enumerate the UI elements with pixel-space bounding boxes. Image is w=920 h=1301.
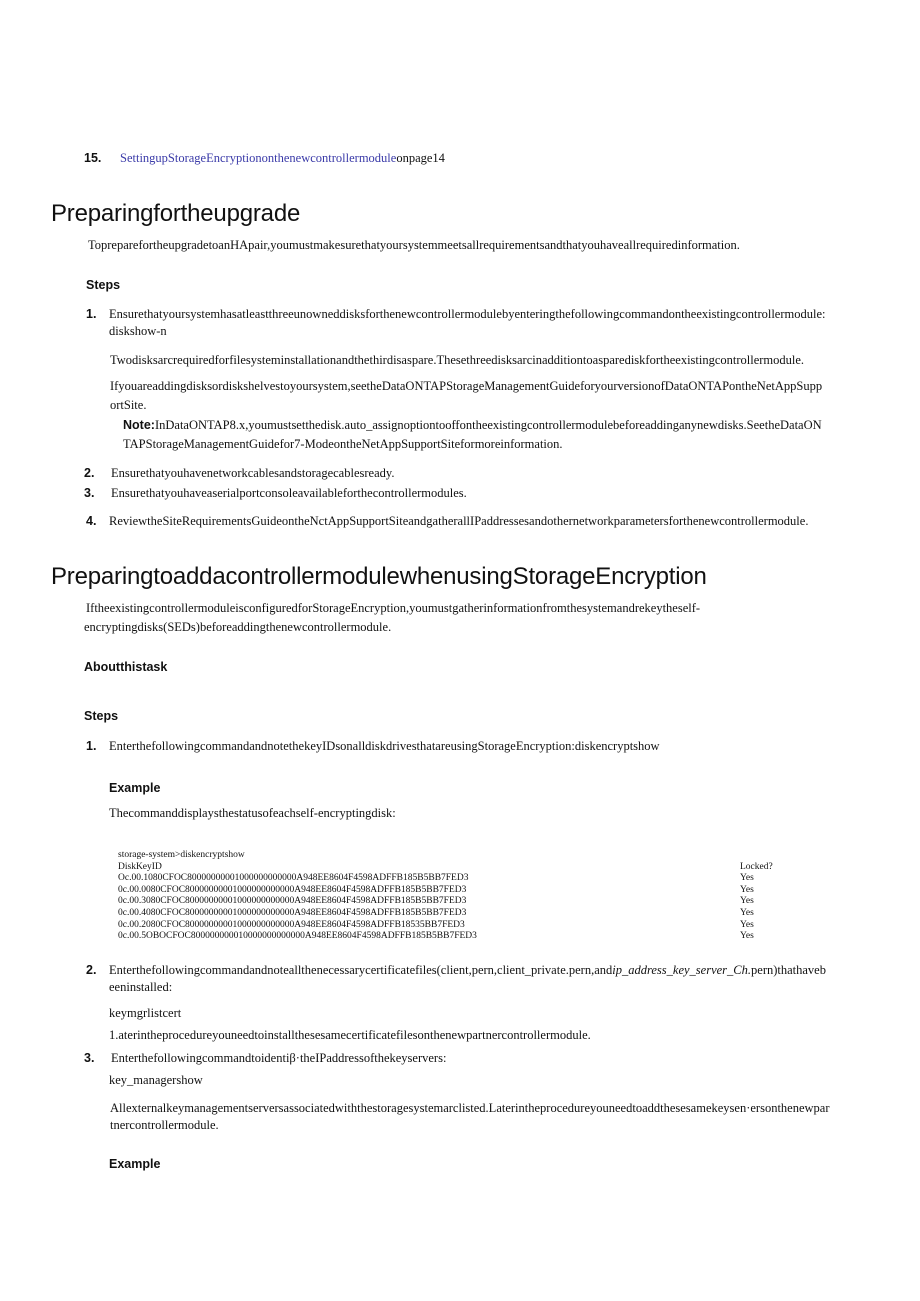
steps-heading: Steps <box>84 709 119 723</box>
table-row-key: 0c.00.3080CFOC80000000001000000000000A948EE8604F4598ADFFB185B5BB7FED3 <box>118 896 467 907</box>
step-number: 1. <box>86 307 97 321</box>
table-row-key: 0c.00.5OBOCFOC800000000010000000000000A948EE8604F4598ADFFB185B5BB7FED3 <box>118 931 477 942</box>
step-paragraph: Allexternalkeymanagementserversassociatedwiththestoragesystemarclisted.Laterintheprocedureyouneedtoaddthesesamekeysen·ersonthenewpar <box>110 1101 830 1115</box>
step-paragraph: ortSite. <box>110 398 147 412</box>
cross-reference <box>120 151 445 166</box>
section-intro: TopreparefortheupgradetoanHApair,youmustmakesurethatyoursystemmeetsallrequirementsandthatyouhaveallrequiredinformation. <box>88 238 740 252</box>
step-command: keymgrlistcert <box>109 1006 182 1020</box>
table-row-key: Oc.00.1080CFOC80000000001000000000000A948EE8604F4598ADFFB185B5BB7FED3 <box>118 873 469 884</box>
command-prompt: storage-system>diskencryptshow <box>118 850 245 860</box>
table-row-key: 0c.00.0080CFOC80000000001000000000000A948EE8604F4598ADFFB185B5BB7FED3 <box>118 884 467 895</box>
section-title-storage-encryption: PreparingtoaddacontrollermodulewhenusingStorageEncryption <box>51 563 707 590</box>
step-text: ReviewtheSiteRequirementsGuideontheNctAppSupportSiteandgatherallIPaddressesandothernetworkparametersforthenewcontrollermodule. <box>109 514 809 528</box>
note <box>123 418 822 433</box>
table-header-key-id: DiskKeyID <box>118 861 162 872</box>
step-number: 4. <box>86 514 97 528</box>
step-text-part: pern)thathaveb <box>751 963 826 977</box>
example-text: Thecommanddisplaysthestatusofeachself-encryptingdisk: <box>109 806 396 820</box>
step-paragraph: Ifyouareaddingdisksordiskshelvestoyoursystem,seetheDataONTAPStorageManagementGuideforyourversionofDataONTAPontheNetAppSupp <box>110 379 823 393</box>
note-label: Note: <box>123 418 155 432</box>
table-row-locked: Yes <box>740 919 754 930</box>
table-row-locked: Yes <box>740 884 754 895</box>
table-row-locked: Yes <box>740 908 754 918</box>
step-text: eeninstalled: <box>109 980 173 994</box>
list-item-number: 15. <box>84 151 102 165</box>
step-command: diskshow-n <box>109 324 167 338</box>
step-text: Ensurethatyouhaveaserialportconsoleavailableforthecontrollermodules. <box>111 486 467 500</box>
step-text-italic: ip_address_key_server_Ch. <box>612 963 752 977</box>
table-row-locked: Yes <box>740 873 754 884</box>
about-task-heading: Aboutthistask <box>84 660 168 674</box>
steps-heading: Steps <box>86 278 121 292</box>
step-text: Enterthefollowingcommandtoidentiβ·theIPaddressofthekeyservers: <box>111 1051 447 1065</box>
example-heading: Example <box>109 1157 161 1171</box>
table-row-locked: Yes <box>740 931 754 942</box>
table-row-key: 0c.00.2080CFOC80000000001000000000000A948EE8604F4598ADFFB18535BB7FED3 <box>118 919 465 930</box>
step-text: Ensurethatyouhavenetworkcablesandstoragecablesready. <box>111 466 395 480</box>
section-title-preparing-upgrade: Preparingfortheupgrade <box>51 200 301 227</box>
step-text: EnterthefollowingcommandandnotethekeyIDsonalldiskdrivesthatareusingStorageEncryption:diskencryptshow <box>109 739 660 753</box>
section-intro: IftheexistingcontrollermoduleisconfiguredforStorageEncryption,youmustgatherinformationfromthesystemandrekeytheself- <box>86 601 701 615</box>
step-number: 2. <box>86 963 97 977</box>
step-text-part: Enterthefollowingcommandandnoteallthenecessarycertificatefiles(client,pern,client_private.pern,and <box>109 963 613 977</box>
step-paragraph: Twodisksarcrequiredforfilesysteminstallationandthethirdisaspare.Thesethreedisksarcinadditiontoasparediskfortheexistingcontrollermodule. <box>110 353 805 367</box>
step-text: Ensurethatyoursystemhasatleastthreeunowneddisksforthenewcontrollermodulebyenteringthefollowingcommandontheexistingcontrollermodule: <box>109 307 826 321</box>
storage-encryption-link[interactable]: SettingupStorageEncryptiononthenewcontrollermodule <box>120 151 397 165</box>
step-paragraph: 1.aterintheprocedureyouneedtoinstallthesesamecertificatefilesonthenewpartnercontrollermodule. <box>109 1028 591 1042</box>
step-number: 1. <box>86 739 97 753</box>
example-heading: Example <box>109 781 161 795</box>
section-intro: encryptingdisks(SEDs)beforeaddingthenewcontrollermodule. <box>84 620 392 634</box>
table-row-key: 0c.00.4080CFOC80000000001000000000000A948EE8604F4598ADFFB185B5BB7FED3 <box>118 908 467 918</box>
step-number: 3. <box>84 1051 95 1065</box>
disk-encrypt-output <box>118 850 818 945</box>
page-reference: onpage14 <box>396 151 445 165</box>
table-row-locked: Yes <box>740 896 754 907</box>
note-text: TAPStorageManagementGuidefor7-ModeontheNetAppSupportSiteformoreinformation. <box>123 437 563 451</box>
note-text: InDataONTAP8.x,youmustsetthedisk.auto_assignoptiontooffontheexistingcontrollermodulebeforeaddinganynewdisks.SeetheDataON <box>154 418 822 432</box>
step-command: key_managershow <box>109 1073 203 1087</box>
step-paragraph: tnercontrollermodule. <box>110 1118 219 1132</box>
table-header-locked: Locked? <box>740 861 773 872</box>
step-text <box>109 963 826 978</box>
step-number: 3. <box>84 486 95 500</box>
step-number: 2. <box>84 466 95 480</box>
